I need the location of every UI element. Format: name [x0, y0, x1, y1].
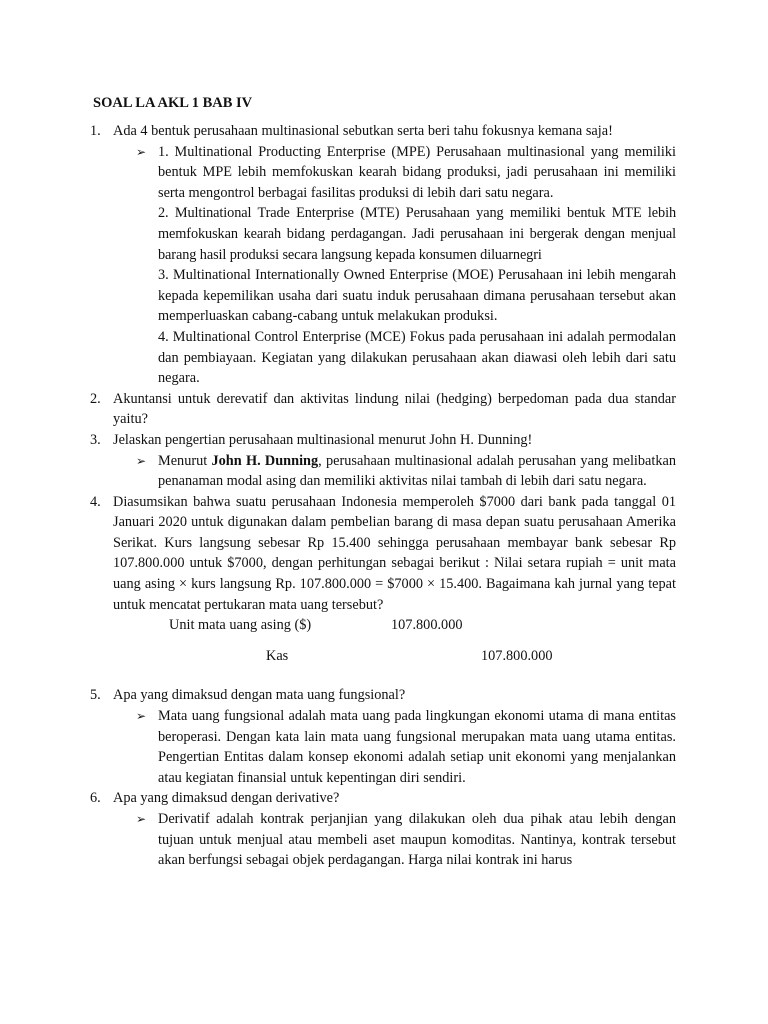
spacer — [0, 666, 768, 685]
question-text: Ada 4 bentuk perusahaan multinasional sebutkan serta beri tahu fokusnya kemana saja! — [113, 123, 613, 139]
journal-account: Unit mata uang asing ($) — [169, 617, 312, 634]
question-3 — [0, 430, 676, 451]
answer-prefix: Menurut — [158, 452, 212, 469]
question-text: Apa yang dimaksud dengan derivative? — [113, 790, 340, 807]
question-text: Jelaskan pengertian perusahaan multinasional menurut John H. Dunning! — [113, 431, 533, 448]
answer-6 — [0, 809, 676, 871]
question-text: Akuntansi untuk derevatif dan aktivitas lindung nilai (hedging) berpedoman pada dua standar yaitu? — [113, 390, 676, 428]
answer-1-part-3: 3. Multinational Internationally Owned Enterprise (MOE) Perusahaan ini lebih mengarah kepada kepemilikan usaha dari suatu induk perusahaan dimana perusahaan tersebut akan memperluaskan cabang-cabang untuk melakukan produksi. — [158, 267, 676, 325]
journal-row-debit — [0, 615, 768, 636]
question-2 — [0, 389, 676, 430]
answer-1-part-1 — [0, 142, 676, 204]
question-list — [0, 121, 768, 871]
question-6 — [0, 788, 676, 809]
question-number: 4. — [90, 493, 101, 510]
journal-debit: 107.800.000 — [391, 617, 463, 634]
question-5 — [0, 685, 676, 706]
arrow-bullet-icon: ➢ — [136, 709, 147, 724]
question-number: 1. — [90, 123, 101, 139]
answer-text: Mata uang fungsional adalah mata uang pada lingkungan ekonomi utama di mana entitas beroperasi. Dengan kata lain mata uang fungsional merupakan mata uang utama entitas. Pengertian Entitas dalam konsep ekonomi adalah setiap unit ekonomi yang menjalankan atau kegiatan finansial untuk kepentingan diri sendiri. — [158, 708, 676, 786]
question-number: 2. — [90, 390, 101, 407]
answer-rest: , perusahaan multinasional adalah perusahan yang melibatkan penanaman modal asing dan memiliki aktivitas nilai tambah di lebih dari satu negara. — [158, 452, 676, 490]
answer-1-part-2: 2. Multinational Trade Enterprise (MTE) Perusahaan yang memiliki bentuk MTE lebih memfokuskan kearah bidang perdagangan. Jadi perusahaan ini bergerak dengan menjual barang hasil produksi secara langsung kepada konsumen diluarnegri — [158, 205, 676, 263]
document-title: SOAL LA AKL 1 BAB IV — [93, 95, 253, 111]
answer-author: John H. Dunning — [211, 452, 319, 469]
answer-1-part-4: 4. Multinational Control Enterprise (MCE) Fokus pada perusahaan ini adalah permodalan dan pembiayaan. Kegiatan yang dilakukan perusahaan akan diawasi oleh lebih dari satu negara. — [158, 328, 676, 387]
arrow-bullet-icon: ➢ — [136, 812, 147, 826]
question-4 — [0, 492, 676, 616]
answer-3 — [0, 451, 676, 492]
question-text: Apa yang dimaksud dengan mata uang fungsional? — [113, 687, 406, 704]
arrow-bullet-icon: ➢ — [136, 144, 147, 159]
question-number: 3. — [90, 431, 101, 448]
arrow-bullet-icon: ➢ — [136, 453, 147, 468]
answer-text: Derivatif adalah kontrak perjanjian yang dilakukan oleh dua pihak atau lebih dengan tujuan untuk menjual atau membeli aset maupun komoditas. Nantinya, kontrak tersebut akan berfungsi sebagai objek perdagangan. Harga nilai kontrak ini harus — [158, 811, 676, 869]
question-text: Diasumsikan bahwa suatu perusahaan Indonesia memperoleh $7000 dari bank pada tanggal 01 Januari 2020 untuk digunakan dalam pembelian barang di masa depan suatu perusahaan Amerika Serikat. Kurs langsung sebesar Rp 15.400 sehingga perusahaan membayar bank sebesar Rp 107.800.000 untuk $7000, dengan perhitungan sebagai berikut : Nilai setara rupiah = unit mata uang asing × kurs langsung Rp. 107.800.000 = $7000 × 15.400. Bagaimana kah jurnal yang tepat untuk mencatat pertukaran mata uang tersebut? — [113, 493, 676, 613]
answer-5 — [0, 706, 676, 788]
question-number: 6. — [90, 790, 101, 807]
journal-row-credit — [0, 646, 768, 667]
question-1 — [0, 121, 676, 142]
question-number: 5. — [90, 687, 101, 704]
answer-text: 1. Multinational Producting Enterprise (MPE) Perusahaan multinasional yang memiliki bentuk MPE lebih memfokuskan kearah bidang produksi, jadi perusahaan ini memiliki serta mengontrol berbagai fasilitas produksi di lebih dari satu negara. — [158, 143, 676, 201]
journal-account: Kas — [266, 647, 289, 664]
journal-credit: 107.800.000 — [481, 647, 553, 664]
